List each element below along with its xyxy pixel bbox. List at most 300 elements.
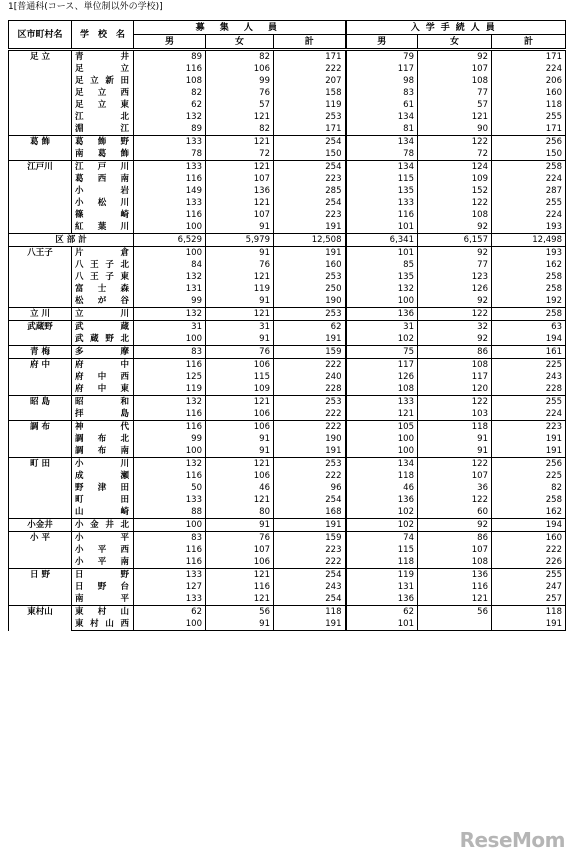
table-row bbox=[9, 458, 566, 471]
table-row bbox=[9, 63, 566, 75]
table-row bbox=[9, 556, 566, 569]
table-row bbox=[9, 308, 566, 321]
table-row bbox=[9, 408, 566, 421]
table-row bbox=[9, 259, 566, 271]
enrolled-male-cell: 101 bbox=[346, 221, 418, 234]
header-enrolled-male: 男 bbox=[346, 35, 418, 49]
recruit-female-cell: 31 bbox=[206, 321, 274, 334]
recruit-female-cell: 136 bbox=[206, 185, 274, 197]
school-name: 成瀬 bbox=[72, 470, 134, 482]
enrolled-female-cell: 77 bbox=[418, 87, 492, 99]
table-row bbox=[9, 371, 566, 383]
enrolled-female-cell: 108 bbox=[418, 209, 492, 221]
enrolled-female-cell: 123 bbox=[418, 271, 492, 283]
recruit-female-cell: 82 bbox=[206, 123, 274, 136]
recruit-total-cell: 158 bbox=[274, 87, 346, 99]
recruit-female-cell: 121 bbox=[206, 569, 274, 582]
enrolled-female-cell: 108 bbox=[418, 75, 492, 87]
school-name: 武蔵 bbox=[72, 321, 134, 334]
school-name: 山崎 bbox=[72, 506, 134, 519]
recruit-total-cell: 222 bbox=[274, 421, 346, 434]
table-row bbox=[9, 295, 566, 308]
recruit-total-cell: 222 bbox=[274, 470, 346, 482]
recruit-female-cell: 91 bbox=[206, 433, 274, 445]
enrolled-female-cell: 91 bbox=[418, 445, 492, 458]
enrolled-female-cell: 118 bbox=[418, 421, 492, 434]
school-name: 葛飾野 bbox=[72, 136, 134, 149]
enrolled-female-cell: 86 bbox=[418, 346, 492, 359]
enrolled-male-cell: 108 bbox=[346, 383, 418, 396]
enrolled-female-cell: 92 bbox=[418, 333, 492, 346]
recruit-male-cell: 116 bbox=[134, 470, 206, 482]
recruit-total-cell: 159 bbox=[274, 532, 346, 545]
recruit-male-cell: 133 bbox=[134, 136, 206, 149]
recruit-male-cell: 62 bbox=[134, 606, 206, 619]
recruit-total-cell: 191 bbox=[274, 618, 346, 631]
enrolled-male-cell: 116 bbox=[346, 209, 418, 221]
enrolled-male-cell: 136 bbox=[346, 494, 418, 506]
recruit-male-cell: 82 bbox=[134, 87, 206, 99]
recruit-total-cell: 191 bbox=[274, 445, 346, 458]
recruit-female-cell: 56 bbox=[206, 606, 274, 619]
recruit-total-cell: 118 bbox=[274, 606, 346, 619]
school-name: 小金井北 bbox=[72, 519, 134, 532]
school-name: 八王子東 bbox=[72, 271, 134, 283]
table-row bbox=[9, 136, 566, 149]
district-name: 昭 島 bbox=[9, 396, 72, 421]
enrolled-male-cell: 79 bbox=[346, 51, 418, 64]
recruit-male-cell: 119 bbox=[134, 383, 206, 396]
recruit-female-cell: 91 bbox=[206, 519, 274, 532]
enrolled-total-cell: 258 bbox=[492, 161, 566, 174]
table-row bbox=[9, 470, 566, 482]
enrolled-female-cell: 92 bbox=[418, 295, 492, 308]
recruit-total-cell: 253 bbox=[274, 111, 346, 123]
recruit-total-cell: 191 bbox=[274, 333, 346, 346]
enrolled-total-cell: 255 bbox=[492, 197, 566, 209]
enrolled-male-cell: 74 bbox=[346, 532, 418, 545]
recruit-total-cell: 253 bbox=[274, 396, 346, 409]
enrolled-female-cell: 116 bbox=[418, 581, 492, 593]
recruit-female-cell: 99 bbox=[206, 75, 274, 87]
enrolled-male-cell: 102 bbox=[346, 333, 418, 346]
table-caption: 1[普通科(コース、単位制以外の学校)] bbox=[8, 2, 163, 12]
table-row bbox=[9, 433, 566, 445]
enrolled-female-cell: 122 bbox=[418, 197, 492, 209]
header-recruit: 募 集 人 員 bbox=[134, 21, 346, 35]
enrolled-total-cell: 258 bbox=[492, 308, 566, 321]
enrolled-total-cell: 225 bbox=[492, 359, 566, 372]
enrolled-total-cell: 258 bbox=[492, 494, 566, 506]
school-name: 立川 bbox=[72, 308, 134, 321]
enrolled-total-cell: 194 bbox=[492, 519, 566, 532]
recruit-male-cell: 132 bbox=[134, 458, 206, 471]
recruit-male-cell: 131 bbox=[134, 283, 206, 295]
recruit-female-cell: 76 bbox=[206, 87, 274, 99]
recruit-male-cell: 31 bbox=[134, 321, 206, 334]
recruit-total-cell: 207 bbox=[274, 75, 346, 87]
school-name: 日野 bbox=[72, 569, 134, 582]
enrolled-total-cell: 161 bbox=[492, 346, 566, 359]
recruit-total-cell: 222 bbox=[274, 408, 346, 421]
enrolled-male-cell: 118 bbox=[346, 470, 418, 482]
enrolled-female-cell: 152 bbox=[418, 185, 492, 197]
recruit-male-cell: 116 bbox=[134, 359, 206, 372]
enrolled-total-cell: 118 bbox=[492, 99, 566, 111]
school-name: 小川 bbox=[72, 458, 134, 471]
school-name: 葛西南 bbox=[72, 173, 134, 185]
school-name: 足立新田 bbox=[72, 75, 134, 87]
enrolled-female-cell: 91 bbox=[418, 433, 492, 445]
table-row bbox=[9, 506, 566, 519]
enrolled-male-cell: 117 bbox=[346, 359, 418, 372]
district-name: 小金井 bbox=[9, 519, 72, 532]
table-row bbox=[9, 445, 566, 458]
recruit-male-cell: 83 bbox=[134, 532, 206, 545]
recruit-female-cell: 121 bbox=[206, 136, 274, 149]
recruit-male-cell: 100 bbox=[134, 221, 206, 234]
recruit-female-cell: 121 bbox=[206, 111, 274, 123]
header-school: 学 校 名 bbox=[72, 21, 134, 49]
recruit-male-cell: 116 bbox=[134, 421, 206, 434]
recruit-total-cell: 253 bbox=[274, 458, 346, 471]
enrolled-female-cell: 121 bbox=[418, 111, 492, 123]
recruit-male-cell: 133 bbox=[134, 569, 206, 582]
recruit-female-cell: 91 bbox=[206, 445, 274, 458]
enrolled-total-cell: 162 bbox=[492, 259, 566, 271]
enrolled-total-cell: 160 bbox=[492, 87, 566, 99]
district-name: 青 梅 bbox=[9, 346, 72, 359]
enrolled-male-cell: 46 bbox=[346, 482, 418, 494]
table-row bbox=[9, 221, 566, 234]
recruit-male-cell: 149 bbox=[134, 185, 206, 197]
enrolled-male-cell: 78 bbox=[346, 148, 418, 161]
table-row bbox=[9, 421, 566, 434]
recruit-female-cell: 119 bbox=[206, 283, 274, 295]
recruit-total-cell: 254 bbox=[274, 569, 346, 582]
header-recruit-male: 男 bbox=[134, 35, 206, 49]
recruit-female-cell: 121 bbox=[206, 593, 274, 606]
recruit-male-cell: 116 bbox=[134, 408, 206, 421]
recruit-total-cell: 159 bbox=[274, 346, 346, 359]
table-row bbox=[9, 51, 566, 64]
recruit-male-cell: 50 bbox=[134, 482, 206, 494]
enrolled-total-cell: 258 bbox=[492, 271, 566, 283]
enrolled-male-cell: 118 bbox=[346, 556, 418, 569]
recruit-female-cell: 121 bbox=[206, 161, 274, 174]
school-name: 府中 bbox=[72, 359, 134, 372]
enrolled-female-cell: 122 bbox=[418, 458, 492, 471]
enrolled-female-cell: 126 bbox=[418, 283, 492, 295]
enrolled-female-cell: 122 bbox=[418, 136, 492, 149]
enrolled-male-cell: 102 bbox=[346, 519, 418, 532]
enrolled-total-cell: 255 bbox=[492, 569, 566, 582]
enrolled-male-cell: 62 bbox=[346, 606, 418, 619]
enrolled-total-cell: 194 bbox=[492, 333, 566, 346]
school-name: 江戸川 bbox=[72, 161, 134, 174]
enrolled-male-cell: 75 bbox=[346, 346, 418, 359]
table-row bbox=[9, 333, 566, 346]
recruit-male-cell: 133 bbox=[134, 494, 206, 506]
table-row bbox=[9, 494, 566, 506]
recruit-female-cell: 109 bbox=[206, 383, 274, 396]
enrolled-male-cell: 117 bbox=[346, 63, 418, 75]
recruit-female-cell: 76 bbox=[206, 532, 274, 545]
recruit-female-cell: 91 bbox=[206, 247, 274, 260]
total-recruit-female: 5,979 bbox=[206, 234, 274, 247]
table-row bbox=[9, 197, 566, 209]
table-row bbox=[9, 111, 566, 123]
total-enrolled-total: 12,498 bbox=[492, 234, 566, 247]
enrolled-male-cell: 134 bbox=[346, 111, 418, 123]
header-recruit-total: 計 bbox=[274, 35, 346, 49]
enrolled-female-cell: 121 bbox=[418, 593, 492, 606]
recruit-male-cell: 99 bbox=[134, 433, 206, 445]
enrolled-female-cell: 92 bbox=[418, 247, 492, 260]
enrolled-total-cell: 171 bbox=[492, 51, 566, 64]
enrolled-female-cell: 117 bbox=[418, 371, 492, 383]
enrolled-male-cell: 85 bbox=[346, 259, 418, 271]
enrolled-female-cell: 72 bbox=[418, 148, 492, 161]
table-row bbox=[9, 482, 566, 494]
school-name: 神代 bbox=[72, 421, 134, 434]
district-name: 東村山 bbox=[9, 606, 72, 631]
enrolled-total-cell: 118 bbox=[492, 606, 566, 619]
enrolled-male-cell: 98 bbox=[346, 75, 418, 87]
school-name: 篠崎 bbox=[72, 209, 134, 221]
recruit-female-cell: 106 bbox=[206, 359, 274, 372]
enrolled-female-cell: 103 bbox=[418, 408, 492, 421]
enrolled-total-cell: 193 bbox=[492, 247, 566, 260]
school-name: 南平 bbox=[72, 593, 134, 606]
table-row bbox=[9, 346, 566, 359]
recruit-male-cell: 127 bbox=[134, 581, 206, 593]
recruit-female-cell: 72 bbox=[206, 148, 274, 161]
enrolled-male-cell: 115 bbox=[346, 173, 418, 185]
enrolled-female-cell: 57 bbox=[418, 99, 492, 111]
recruit-male-cell: 116 bbox=[134, 63, 206, 75]
school-name: 青井 bbox=[72, 51, 134, 64]
recruit-male-cell: 133 bbox=[134, 593, 206, 606]
recruit-male-cell: 132 bbox=[134, 396, 206, 409]
recruit-female-cell: 121 bbox=[206, 271, 274, 283]
recruit-female-cell: 106 bbox=[206, 408, 274, 421]
enrolled-male-cell: 119 bbox=[346, 569, 418, 582]
recruit-total-cell: 253 bbox=[274, 308, 346, 321]
recruit-female-cell: 115 bbox=[206, 371, 274, 383]
enrolled-female-cell: 120 bbox=[418, 383, 492, 396]
district-name: 武蔵野 bbox=[9, 321, 72, 346]
header-enrolled-total: 計 bbox=[492, 35, 566, 49]
enrolled-total-cell: 160 bbox=[492, 532, 566, 545]
enrolled-male-cell: 115 bbox=[346, 544, 418, 556]
total-label: 区 部 計 bbox=[9, 234, 134, 247]
total-recruit-male: 6,529 bbox=[134, 234, 206, 247]
recruit-female-cell: 106 bbox=[206, 556, 274, 569]
recruit-male-cell: 116 bbox=[134, 209, 206, 221]
table-row bbox=[9, 247, 566, 260]
recruit-total-cell: 285 bbox=[274, 185, 346, 197]
enrolled-male-cell: 100 bbox=[346, 295, 418, 308]
district-name: 調 布 bbox=[9, 421, 72, 458]
school-name: 昭和 bbox=[72, 396, 134, 409]
recruit-female-cell: 121 bbox=[206, 396, 274, 409]
school-name: 片倉 bbox=[72, 247, 134, 260]
enrolled-total-cell: 191 bbox=[492, 445, 566, 458]
enrolled-total-cell: 243 bbox=[492, 371, 566, 383]
recruit-male-cell: 83 bbox=[134, 346, 206, 359]
recruit-total-cell: 240 bbox=[274, 371, 346, 383]
total-recruit-total: 12,508 bbox=[274, 234, 346, 247]
enrolled-male-cell: 105 bbox=[346, 421, 418, 434]
enrolled-total-cell: 150 bbox=[492, 148, 566, 161]
table-row bbox=[9, 99, 566, 111]
recruit-male-cell: 100 bbox=[134, 618, 206, 631]
enrolled-male-cell: 100 bbox=[346, 433, 418, 445]
enrolled-male-cell: 61 bbox=[346, 99, 418, 111]
table-row bbox=[9, 359, 566, 372]
school-name: 松が谷 bbox=[72, 295, 134, 308]
table-row bbox=[9, 321, 566, 334]
enrolled-female-cell: 108 bbox=[418, 556, 492, 569]
table-row bbox=[9, 123, 566, 136]
enrolled-total-cell: 192 bbox=[492, 295, 566, 308]
enrolled-male-cell: 133 bbox=[346, 396, 418, 409]
enrolled-female-cell: 56 bbox=[418, 606, 492, 619]
school-name: 南葛飾 bbox=[72, 148, 134, 161]
data-table bbox=[8, 50, 566, 631]
recruit-male-cell: 100 bbox=[134, 247, 206, 260]
enrolled-male-cell: 134 bbox=[346, 458, 418, 471]
school-name: 府中東 bbox=[72, 383, 134, 396]
enrolled-male-cell: 133 bbox=[346, 197, 418, 209]
recruit-female-cell: 106 bbox=[206, 63, 274, 75]
recruit-total-cell: 62 bbox=[274, 321, 346, 334]
recruit-total-cell: 250 bbox=[274, 283, 346, 295]
school-name: 江北 bbox=[72, 111, 134, 123]
enrolled-total-cell: 82 bbox=[492, 482, 566, 494]
recruit-total-cell: 171 bbox=[274, 123, 346, 136]
recruit-male-cell: 132 bbox=[134, 308, 206, 321]
table-row bbox=[9, 209, 566, 221]
recruit-total-cell: 254 bbox=[274, 197, 346, 209]
school-name: 調布北 bbox=[72, 433, 134, 445]
school-name: 武蔵野北 bbox=[72, 333, 134, 346]
table-row bbox=[9, 173, 566, 185]
recruit-male-cell: 132 bbox=[134, 111, 206, 123]
enrolled-female-cell: 107 bbox=[418, 63, 492, 75]
table-row bbox=[9, 569, 566, 582]
enrolled-total-cell: 247 bbox=[492, 581, 566, 593]
recruit-total-cell: 223 bbox=[274, 173, 346, 185]
recruit-total-cell: 228 bbox=[274, 383, 346, 396]
enrolled-male-cell: 134 bbox=[346, 136, 418, 149]
school-name: 淵江 bbox=[72, 123, 134, 136]
enrolled-female-cell: 108 bbox=[418, 359, 492, 372]
recruit-total-cell: 222 bbox=[274, 63, 346, 75]
enrolled-total-cell: 258 bbox=[492, 283, 566, 295]
recruit-total-cell: 150 bbox=[274, 148, 346, 161]
recruit-female-cell: 106 bbox=[206, 421, 274, 434]
school-name: 調布南 bbox=[72, 445, 134, 458]
recruit-female-cell: 80 bbox=[206, 506, 274, 519]
enrolled-total-cell: 225 bbox=[492, 470, 566, 482]
school-name: 足立西 bbox=[72, 87, 134, 99]
enrolled-total-cell: 206 bbox=[492, 75, 566, 87]
enrolled-male-cell: 132 bbox=[346, 283, 418, 295]
enrolled-total-cell: 191 bbox=[492, 618, 566, 631]
header-enrolled-female: 女 bbox=[418, 35, 492, 49]
watermark-logo: ReseMom bbox=[459, 828, 565, 852]
district-name: 江戸川 bbox=[9, 161, 72, 234]
enrolled-total-cell: 228 bbox=[492, 383, 566, 396]
school-name: 日野台 bbox=[72, 581, 134, 593]
recruit-male-cell: 132 bbox=[134, 271, 206, 283]
district-name: 立 川 bbox=[9, 308, 72, 321]
table-row bbox=[9, 283, 566, 295]
recruit-male-cell: 116 bbox=[134, 173, 206, 185]
enrolled-male-cell: 136 bbox=[346, 308, 418, 321]
recruit-total-cell: 190 bbox=[274, 295, 346, 308]
district-name: 足 立 bbox=[9, 51, 72, 136]
enrolled-total-cell: 193 bbox=[492, 221, 566, 234]
recruit-female-cell: 76 bbox=[206, 346, 274, 359]
enrolled-total-cell: 171 bbox=[492, 123, 566, 136]
recruit-male-cell: 133 bbox=[134, 161, 206, 174]
school-name: 富士森 bbox=[72, 283, 134, 295]
enrolled-total-cell: 191 bbox=[492, 433, 566, 445]
total-enrolled-male: 6,341 bbox=[346, 234, 418, 247]
school-name: 小岩 bbox=[72, 185, 134, 197]
enrolled-total-cell: 224 bbox=[492, 63, 566, 75]
table-row bbox=[9, 593, 566, 606]
school-name: 多摩 bbox=[72, 346, 134, 359]
enrolled-male-cell: 101 bbox=[346, 618, 418, 631]
total-enrolled-female: 6,157 bbox=[418, 234, 492, 247]
recruit-total-cell: 223 bbox=[274, 544, 346, 556]
recruit-female-cell: 121 bbox=[206, 308, 274, 321]
district-name: 八王子 bbox=[9, 247, 72, 308]
enrolled-female-cell: 86 bbox=[418, 532, 492, 545]
enrolled-female-cell: 122 bbox=[418, 396, 492, 409]
recruit-total-cell: 119 bbox=[274, 99, 346, 111]
recruit-total-cell: 171 bbox=[274, 51, 346, 64]
enrolled-male-cell: 83 bbox=[346, 87, 418, 99]
recruit-male-cell: 84 bbox=[134, 259, 206, 271]
enrolled-total-cell: 257 bbox=[492, 593, 566, 606]
school-name: 東村山 bbox=[72, 606, 134, 619]
enrolled-female-cell: 107 bbox=[418, 470, 492, 482]
school-name: 府中西 bbox=[72, 371, 134, 383]
school-name: 小松川 bbox=[72, 197, 134, 209]
enrolled-total-cell: 255 bbox=[492, 396, 566, 409]
enrolled-total-cell: 222 bbox=[492, 544, 566, 556]
school-name: 小平 bbox=[72, 532, 134, 545]
recruit-female-cell: 106 bbox=[206, 470, 274, 482]
enrolled-female-cell: 109 bbox=[418, 173, 492, 185]
header-enrolled: 入学手続人員 bbox=[346, 21, 566, 35]
recruit-male-cell: 100 bbox=[134, 333, 206, 346]
enrolled-female-cell bbox=[418, 618, 492, 631]
table-row bbox=[9, 581, 566, 593]
recruit-female-cell: 107 bbox=[206, 544, 274, 556]
enrolled-female-cell: 136 bbox=[418, 569, 492, 582]
enrolled-female-cell: 90 bbox=[418, 123, 492, 136]
recruit-male-cell: 100 bbox=[134, 519, 206, 532]
enrolled-total-cell: 256 bbox=[492, 136, 566, 149]
table-row bbox=[9, 606, 566, 619]
recruit-female-cell: 57 bbox=[206, 99, 274, 111]
